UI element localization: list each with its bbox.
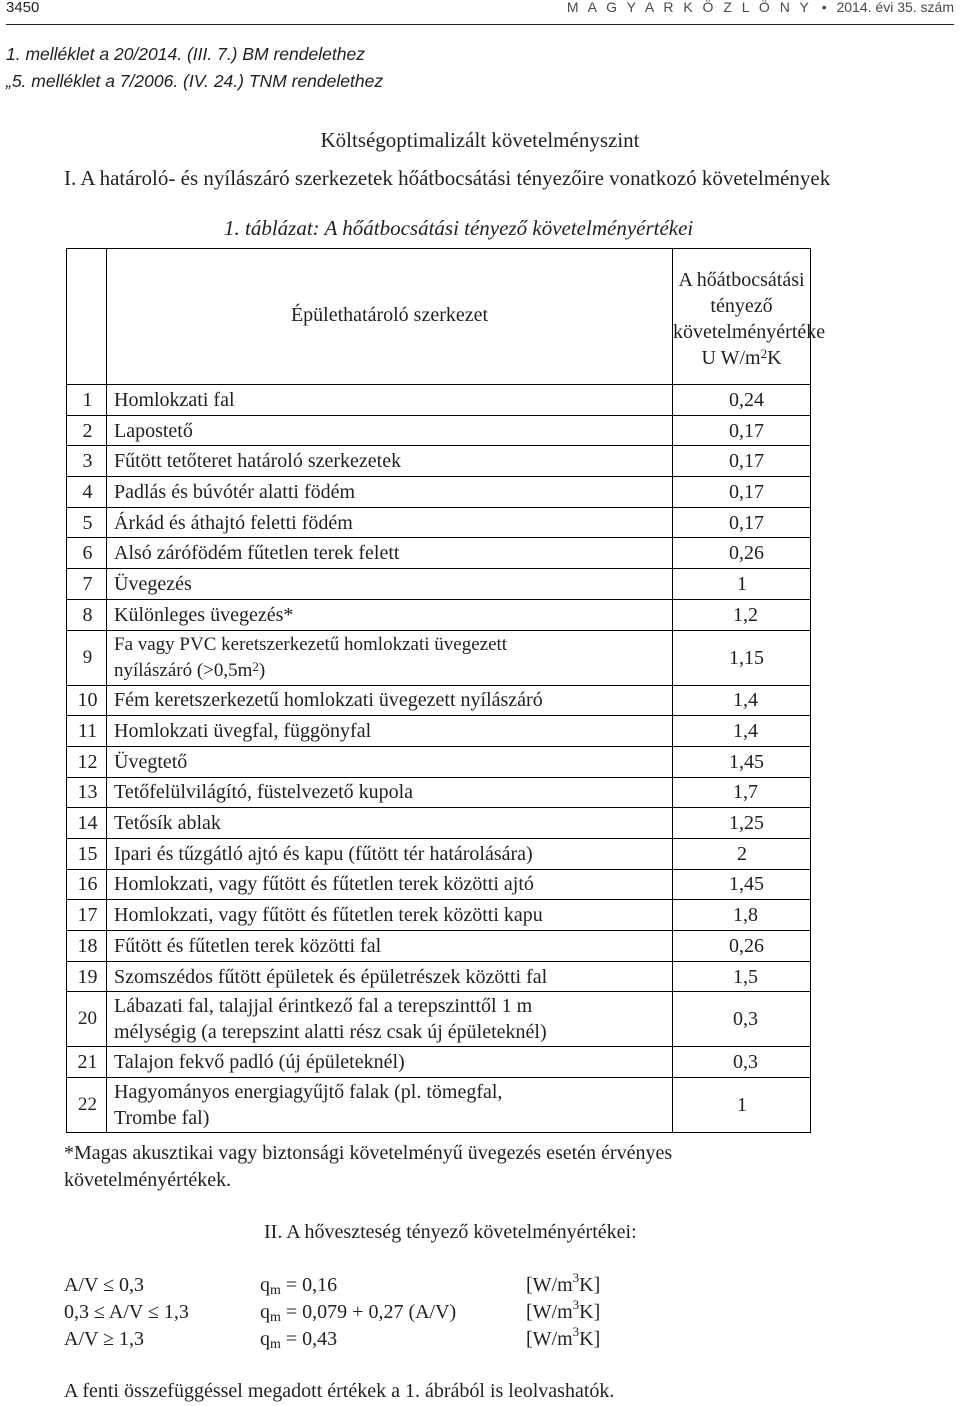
header-bullet: • [821, 0, 827, 15]
row-number: 14 [67, 808, 107, 839]
journal-name: M A G Y A R K Ö Z L Ö N Y [566, 0, 812, 15]
table-row [67, 1047, 811, 1078]
row-label: Szomszédos fűtött épületek és épületrészek közötti fal [107, 961, 673, 992]
unit-1: $[W/m^3K]$ [526, 1270, 601, 1296]
header-value-line-2: tényező [710, 294, 773, 317]
row-value: 0,24 [673, 385, 811, 416]
table-row [67, 538, 811, 569]
row-label-line-2: mélységig (a terepszint alatti rész csak új épületeknél) [114, 1021, 547, 1044]
journal-header [567, 0, 954, 15]
row-label [107, 992, 673, 1047]
row-label: Fűtött tetőteret határoló szerkezetek [107, 446, 673, 477]
section-2-title: II. A hőveszteség tényező követelményértékei: [264, 1221, 637, 1243]
row-label: Üvegezés [107, 569, 673, 600]
row-number: 16 [67, 869, 107, 900]
row-value: 2 [673, 838, 811, 869]
table-row [67, 961, 811, 992]
table-row [67, 869, 811, 900]
row-label: Homlokzati, vagy fűtött és fűtetlen terek közötti ajtó [107, 869, 673, 900]
row-label: Árkád és áthajtó feletti födém [107, 507, 673, 538]
section-1-title: I. A határoló- és nyílászáró szerkezetek hőátbocsátási tényezőire vonatkozó követelmények [64, 166, 831, 190]
header-value-unit: U $W/m^2K$ [701, 345, 782, 369]
row-value: 1,8 [673, 900, 811, 931]
row-number: 10 [67, 685, 107, 716]
row-number: 17 [67, 900, 107, 931]
condition-1: A/V ≤ 0,3 [64, 1274, 145, 1296]
table-row [67, 931, 811, 962]
row-value: 1 [673, 1078, 811, 1133]
row-value: 1 [673, 569, 811, 600]
row-label: Homlokzati fal [107, 385, 673, 416]
row-label [107, 1078, 673, 1133]
row-number: 5 [67, 507, 107, 538]
row-value: 0,17 [673, 507, 811, 538]
annex-line-2: „5. melléklet a 7/2006. (IV. 24.) TNM rendelethez [6, 71, 384, 91]
row-value: 1,15 [673, 630, 811, 685]
row-label: Tetősík ablak [107, 808, 673, 839]
row-label: Ipari és tűzgátló ajtó és kapu (fűtött tér határolására) [107, 838, 673, 869]
row-value: 1,45 [673, 869, 811, 900]
row-value: 0,3 [673, 1047, 811, 1078]
unit-2: $[W/m^3K]$ [526, 1297, 601, 1323]
row-number: 15 [67, 838, 107, 869]
formula-3: qm = 0,43 [260, 1328, 338, 1352]
row-number: 11 [67, 716, 107, 747]
table-row [67, 716, 811, 747]
row-value: 1,45 [673, 746, 811, 777]
row-number: 21 [67, 1047, 107, 1078]
table-row [67, 415, 811, 446]
row-number: 6 [67, 538, 107, 569]
requirements-table [66, 248, 826, 1133]
row-number: 13 [67, 777, 107, 808]
row-label-line-1: Hagyományos energiagyűjtő falak (pl. tömegfal, [114, 1081, 503, 1104]
page-number: 3450 [6, 0, 40, 16]
row-value: 0,3 [673, 992, 811, 1047]
table-row [67, 477, 811, 508]
table-row [67, 992, 811, 1047]
row-number: 9 [67, 630, 107, 685]
table-row [67, 630, 811, 685]
row-label-line-1: Fa vagy PVC keretszerkezetű homlokzati üvegezett [114, 633, 508, 655]
row-label-line-2: Trombe fal) [114, 1107, 210, 1130]
row-number: 18 [67, 931, 107, 962]
row-label: Fém keretszerkezetű homlokzati üvegezett nyílászáró [107, 685, 673, 716]
row-value: 1,2 [673, 599, 811, 630]
row-value: 0,26 [673, 931, 811, 962]
header-value-cell [673, 249, 826, 385]
row-number: 7 [67, 569, 107, 600]
row-number: 3 [67, 446, 107, 477]
table-row [67, 569, 811, 600]
row-value: 0,17 [673, 446, 811, 477]
closing-sentence: A fenti összefüggéssel megadott értékek a 1. ábrából is leolvashatók. [64, 1380, 615, 1402]
row-label: Üvegtető [107, 746, 673, 777]
row-label-line-2: nyílászáró $(>0,5m^2)$ [114, 658, 266, 681]
unit-3: $[W/m^3K]$ [526, 1324, 601, 1350]
footnote-line-2: követelményértékek. [64, 1169, 232, 1191]
footnote-line-1: *Magas akusztikai vagy biztonsági követelményű üvegezés esetén érvényes [64, 1142, 673, 1164]
row-number: 22 [67, 1078, 107, 1133]
row-number: 8 [67, 599, 107, 630]
journal-issue: 2014. évi 35. szám [836, 0, 954, 15]
row-label: Fűtött és fűtetlen terek közötti fal [107, 931, 673, 962]
row-label-line-1: Lábazati fal, talajjal érintkező fal a terepszinttől 1 m [114, 995, 533, 1018]
row-label: Homlokzati üvegfal, függönyfal [107, 716, 673, 747]
condition-3: A/V ≥ 1,3 [64, 1328, 145, 1350]
row-label: Padlás és búvótér alatti födém [107, 477, 673, 508]
row-value: 1,4 [673, 716, 811, 747]
row-value: 1,5 [673, 961, 811, 992]
row-number: 12 [67, 746, 107, 777]
table-row [67, 808, 811, 839]
row-value: 1,25 [673, 808, 811, 839]
row-number: 2 [67, 415, 107, 446]
table-row [67, 746, 811, 777]
row-label [107, 630, 673, 685]
condition-2: 0,3 ≤ A/V ≤ 1,3 [64, 1301, 189, 1323]
row-number: 4 [67, 477, 107, 508]
row-label: Lapostető [107, 415, 673, 446]
table-row [67, 838, 811, 869]
annex-line-1: 1. melléklet a 20/2014. (III. 7.) BM rendelethez [6, 44, 365, 64]
formula-2: qm = 0,079 + 0,27 (A/V) [260, 1301, 457, 1325]
table-header-row [67, 249, 811, 385]
row-number: 1 [67, 385, 107, 416]
table-row [67, 446, 811, 477]
header-value-line-3: követelményértéke [673, 320, 826, 343]
table-row [67, 685, 811, 716]
header-value-line-1: A hőátbocsátási [678, 268, 805, 291]
row-label: Talajon fekvő padló (új épületeknél) [107, 1047, 673, 1078]
row-label: Tetőfelülvilágító, füstelvezető kupola [107, 777, 673, 808]
row-value: 1,4 [673, 685, 811, 716]
row-value: 1,7 [673, 777, 811, 808]
table-row [67, 1078, 811, 1133]
header-rule [6, 24, 954, 25]
table-row [67, 385, 811, 416]
table-caption: 1. táblázat: A hőátbocsátási tényező követelményértékei [224, 216, 694, 240]
row-value: 0,17 [673, 477, 811, 508]
header-number-cell [67, 249, 107, 385]
table-row [67, 599, 811, 630]
table-row [67, 777, 811, 808]
formula-1: qm = 0,16 [260, 1274, 338, 1298]
row-number: 19 [67, 961, 107, 992]
row-label: Homlokzati, vagy fűtött és fűtetlen terek közötti kapu [107, 900, 673, 931]
row-value: 0,17 [673, 415, 811, 446]
table-row [67, 900, 811, 931]
row-label: Alsó zárófödém fűtetlen terek felett [107, 538, 673, 569]
header-structure-cell [107, 249, 673, 385]
row-number: 20 [67, 992, 107, 1047]
row-label: Különleges üvegezés* [107, 599, 673, 630]
header-structure: Épülethatároló szerkezet [290, 303, 489, 326]
row-value: 0,26 [673, 538, 811, 569]
main-title: Költségoptimalizált követelményszint [320, 128, 640, 152]
table-row [67, 507, 811, 538]
